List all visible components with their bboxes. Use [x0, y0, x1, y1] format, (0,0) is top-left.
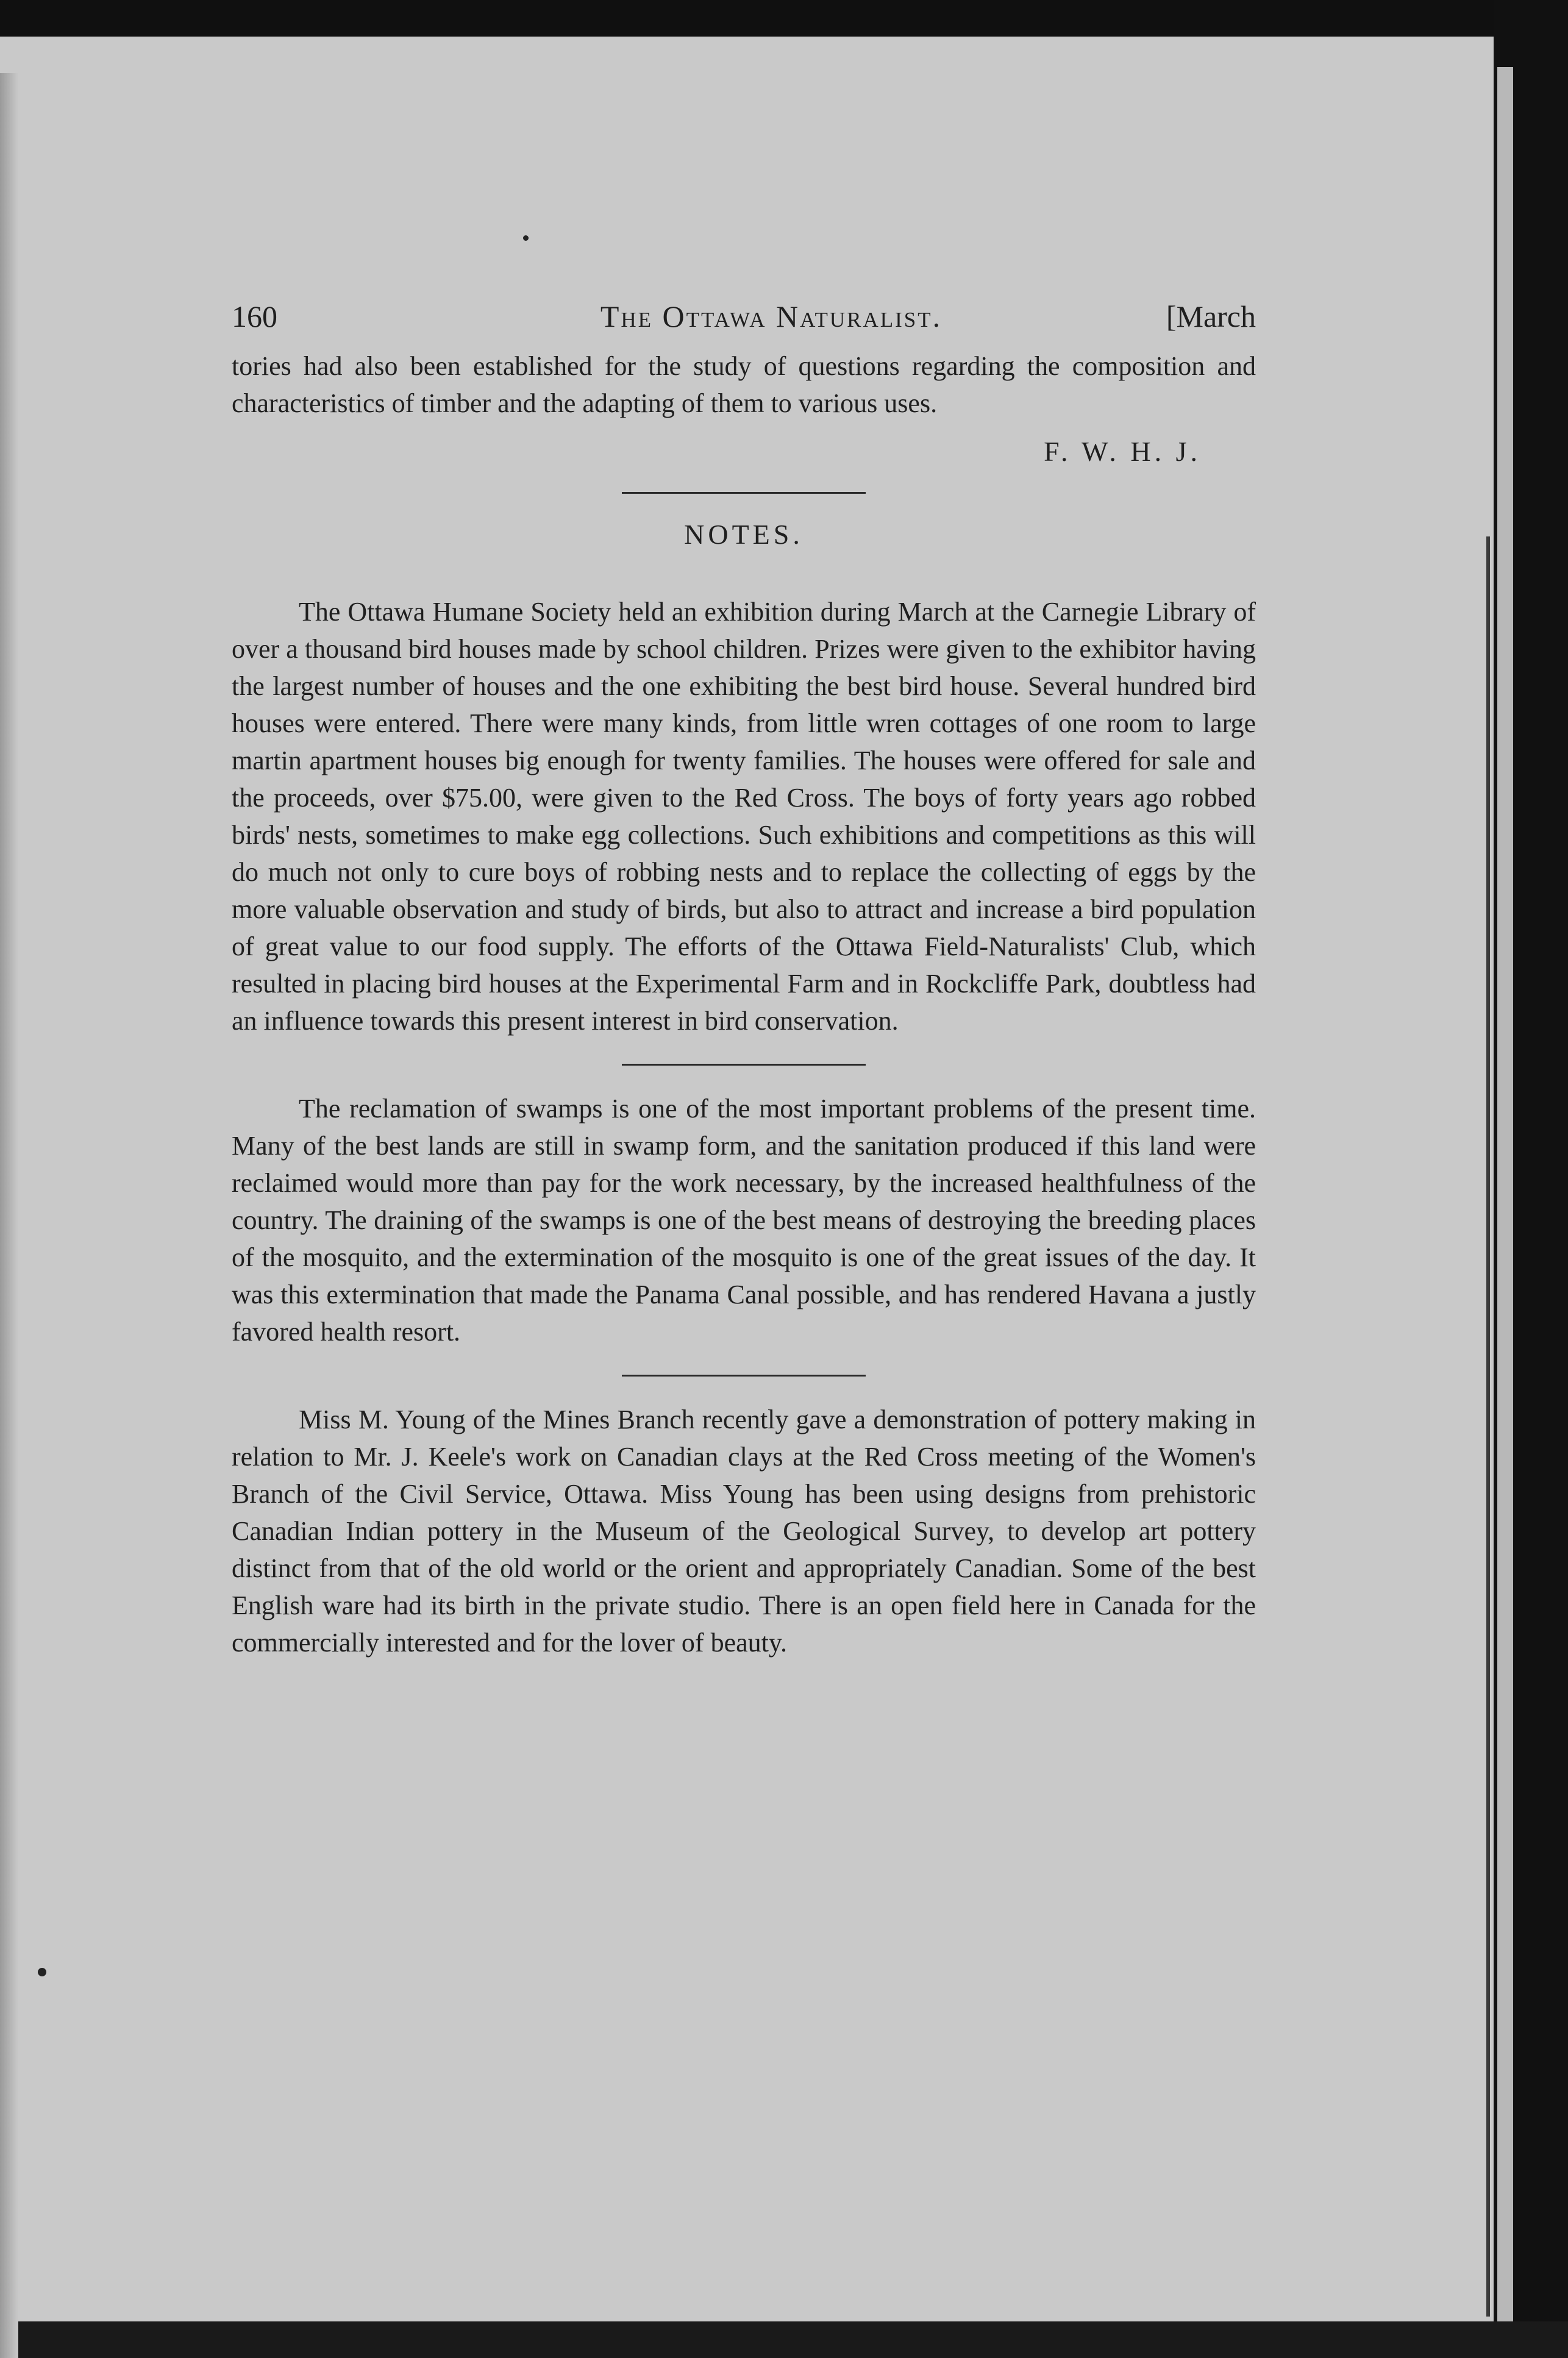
- running-head: [232, 293, 1256, 347]
- page-fold-line: [1486, 536, 1490, 2317]
- note-paragraph-pottery: Miss M. Young of the Mines Branch recently gave a demonstration of pottery making in relation to Mr. J. Keele's work on Canadian clays at the Red Cross meeting of the Women's Branch of the Civil Service, Ottawa. Miss Young has been using designs from prehistoric Canadian Indian pottery in the Museum of the Geological Survey, to develop art pottery distinct from that of the old world or the orient and appropriately Canadian. Some of the best English ware had its birth in the private studio. There is an open field here in Canada for the commercially interested and for the lover of beauty.: [232, 1405, 1256, 1658]
- page-number: 160: [232, 299, 277, 333]
- author-initials: F. W. H. J.: [1044, 436, 1201, 467]
- notes-heading: NOTES.: [684, 519, 804, 550]
- continuation-paragraph: tories had also been established for the study of questions regarding the composition and characteristics of timber and the adapting of them to various uses.: [232, 351, 1256, 418]
- note-paragraph-swamps: The reclamation of swamps is one of the most important problems of the present time. Many of the best lands are still in swamp form, and the sanitation produced if this land were reclaimed would more than pay for the work necessary, by the increased healthfulness of the country. The draining of the swamps is one of the best means of destroying the breeding places of the mosquito, and the extermination of the mosquito is one of the great issues of the day. It was this extermination that made the Panama Canal possible, and has rendered Havana a justly favored health resort.: [232, 1094, 1256, 1347]
- section-divider: [622, 492, 866, 494]
- page-shadow: [0, 73, 18, 2358]
- issue-month: [March: [1166, 299, 1256, 333]
- page-content: [232, 293, 1256, 1661]
- note-divider: [622, 1375, 866, 1377]
- adjacent-page-strip: [1497, 67, 1513, 2321]
- speck-mark: [523, 235, 529, 241]
- speck-mark: [38, 1968, 46, 1976]
- journal-title: The Ottawa Naturalist.: [600, 299, 943, 333]
- note-paragraph-bird-houses: The Ottawa Humane Society held an exhibition during March at the Carnegie Library of over a thousand bird houses made by school children. Prizes were given to the exhibitor having the largest number of houses and the one exhibiting the best bird house. Several hundred bird houses were entered. There were many kinds, from little wren cottages of one room to large martin apartment houses big enough for twenty families. The houses were offered for sale and the proceeds, over $75.00, were given to the Red Cross. The boys of forty years ago robbed birds' nests, sometimes to make egg collections. Such exhibitions and competitions as this will do much not only to cure boys of robbing nests and to replace the collecting of eggs by the more valuable observation and study of birds, but also to attract and increase a bird population of great value to our food supply. The efforts of the Ottawa Field-Naturalists' Club, which resulted in placing bird houses at the Experimental Farm and in Rockcliffe Park, doubtless had an influence towards this present interest in bird conservation.: [232, 597, 1256, 1036]
- note-divider: [622, 1064, 866, 1066]
